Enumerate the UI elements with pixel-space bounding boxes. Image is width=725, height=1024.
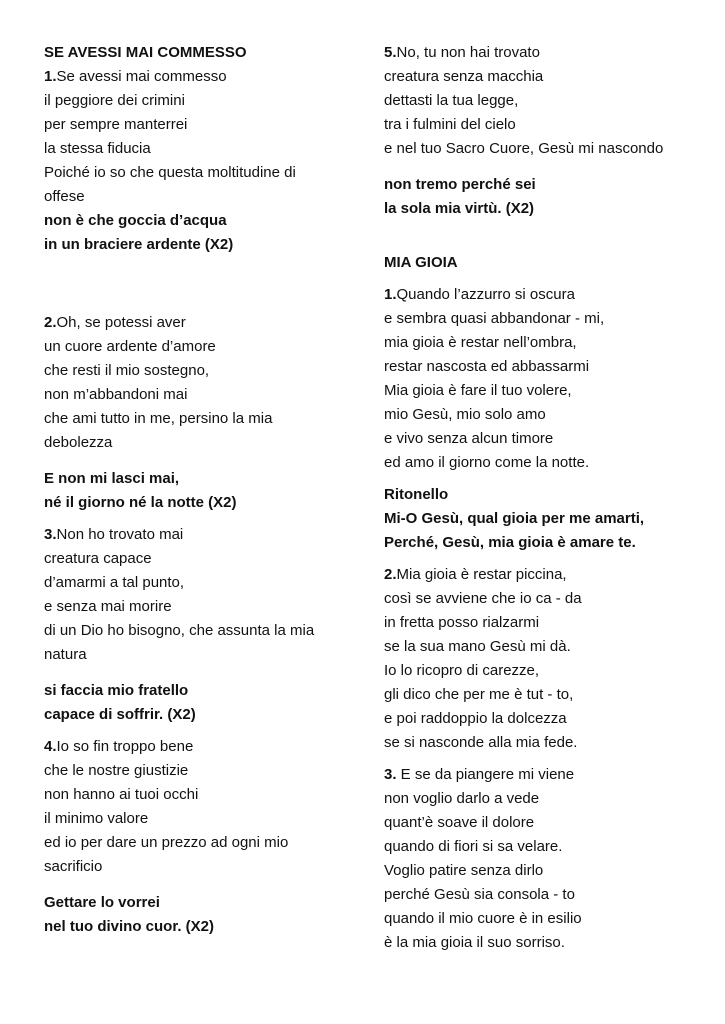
verse-line: quando di fiori si sa velare.: [384, 838, 563, 855]
verse-number: 3.: [44, 526, 57, 543]
left-column: [44, 41, 344, 939]
verse-line: di un Dio ho bisogno, che assunta la mia: [44, 622, 315, 639]
verse-line: il minimo valore: [44, 810, 149, 827]
verse-line: così se avviene che io ca - da: [384, 590, 582, 607]
verse-line: un cuore ardente d’amore: [44, 338, 216, 355]
verse-number: 2.: [384, 566, 397, 583]
verse-line: quant’è soave il dolore: [384, 814, 535, 831]
verse-line: Oh, se potessi aver: [56, 314, 186, 331]
verse-line: d’amarmi a tal punto,: [44, 574, 185, 591]
verse-line: Voglio patire senza dirlo: [384, 862, 544, 879]
refrain-line: Mi-O Gesù, qual gioia per me amarti,: [384, 510, 645, 527]
verse-line: e vivo senza alcun timore: [384, 430, 554, 447]
verse-line: mio Gesù, mio solo amo: [384, 406, 546, 423]
verse-line: in fretta posso rialzarmi: [384, 614, 540, 631]
gioia-verse-2: [384, 563, 704, 755]
verse-2: [44, 311, 344, 515]
verse-line: perché Gesù sia consola - to: [384, 886, 575, 903]
gioia-verse-1: [384, 283, 704, 475]
verse-line: Mia gioia è fare il tuo volere,: [384, 382, 572, 399]
verse-line: che le nostre giustizie: [44, 762, 189, 779]
verse-line: creatura capace: [44, 550, 152, 567]
verse-line: mia gioia è restar nell’ombra,: [384, 334, 577, 351]
verse-number: 3.: [384, 766, 397, 783]
verse-line: sacrificio: [44, 858, 103, 875]
verse-line: e sembra quasi abbandonar - mi,: [384, 310, 605, 327]
verse-line: E se da piangere mi viene: [396, 766, 575, 783]
verse-line: è la mia gioia il suo sorriso.: [384, 934, 565, 951]
verse-line: e nel tuo Sacro Cuore, Gesù mi nascondo: [384, 140, 664, 157]
refrain-line: non è che goccia d’acqua: [44, 212, 227, 229]
verse-line: il peggiore dei crimini: [44, 92, 185, 109]
verse-line: restar nascosta ed abbassarmi: [384, 358, 590, 375]
verse-5: [384, 41, 704, 221]
verse-line: e senza mai morire: [44, 598, 172, 615]
verse-line: se si nasconde alla mia fede.: [384, 734, 578, 751]
verse-line: che ami tutto in me, persino la mia: [44, 410, 273, 427]
verse-number: 2.: [44, 314, 57, 331]
verse-line: Poiché io so che questa moltitudine di: [44, 164, 296, 181]
verse-line: Non ho trovato mai: [56, 526, 184, 543]
verse-line: Mia gioia è restar piccina,: [396, 566, 567, 583]
verse-line: non m’abbandoni mai: [44, 386, 188, 403]
verse-line: non voglio darlo a vede: [384, 790, 540, 807]
refrain-line: la sola mia virtù. (X2): [384, 200, 535, 217]
ritornello-label: Ritonello: [384, 486, 449, 503]
refrain-line: Perché, Gesù, mia gioia è amare te.: [384, 534, 636, 551]
right-column: [384, 41, 704, 955]
refrain-line: non tremo perché sei: [384, 176, 536, 193]
verse-line: per sempre manterrei: [44, 116, 188, 133]
refrain-line: si faccia mio fratello: [44, 682, 189, 699]
refrain-line: nel tuo divino cuor. (X2): [44, 918, 215, 935]
verse-line: debolezza: [44, 434, 113, 451]
refrain-line: in un braciere ardente (X2): [44, 236, 234, 253]
verse-line: se la sua mano Gesù mi dà.: [384, 638, 571, 655]
verse-line: quando il mio cuore è in esilio: [384, 910, 582, 927]
verse-line: offese: [44, 188, 85, 205]
gioia-verse-3: [384, 763, 704, 955]
refrain-line: E non mi lasci mai,: [44, 470, 180, 487]
verse-3: [44, 523, 344, 727]
verse-line: tra i fulmini del cielo: [384, 116, 516, 133]
verse-line: No, tu non hai trovato: [396, 44, 540, 61]
verse-number: 4.: [44, 738, 57, 755]
refrain-line: Gettare lo vorrei: [44, 894, 160, 911]
verse-line: che resti il mio sostegno,: [44, 362, 210, 379]
verse-line: Io so fin troppo bene: [56, 738, 194, 755]
verse-number: 5.: [384, 44, 397, 61]
verse-line: natura: [44, 646, 87, 663]
refrain-line: capace di soffrir. (X2): [44, 706, 196, 723]
song-title: SE AVESSI MAI COMMESSO: [44, 44, 247, 61]
verse-number: 1.: [44, 68, 57, 85]
verse-line: ed amo il giorno come la notte.: [384, 454, 590, 471]
verse-line: dettasti la tua legge,: [384, 92, 519, 109]
verse-line: Se avessi mai commesso: [56, 68, 227, 85]
verse-line: Quando l’azzurro si oscura: [396, 286, 575, 303]
verse-line: ed io per dare un prezzo ad ogni mio: [44, 834, 289, 851]
refrain-line: né il giorno né la notte (X2): [44, 494, 237, 511]
verse-4: [44, 735, 344, 939]
verse-line: non hanno ai tuoi occhi: [44, 786, 199, 803]
verse-line: creatura senza macchia: [384, 68, 544, 85]
song-title: MIA GIOIA: [384, 254, 458, 271]
verse-line: gli dico che per me è tut - to,: [384, 686, 574, 703]
verse-line: la stessa fiducia: [44, 140, 151, 157]
verse-line: Io lo ricopro di carezze,: [384, 662, 540, 679]
verse-line: e poi raddoppio la dolcezza: [384, 710, 567, 727]
ritornello: [384, 483, 704, 555]
verse-1: [44, 65, 344, 257]
verse-number: 1.: [384, 286, 397, 303]
